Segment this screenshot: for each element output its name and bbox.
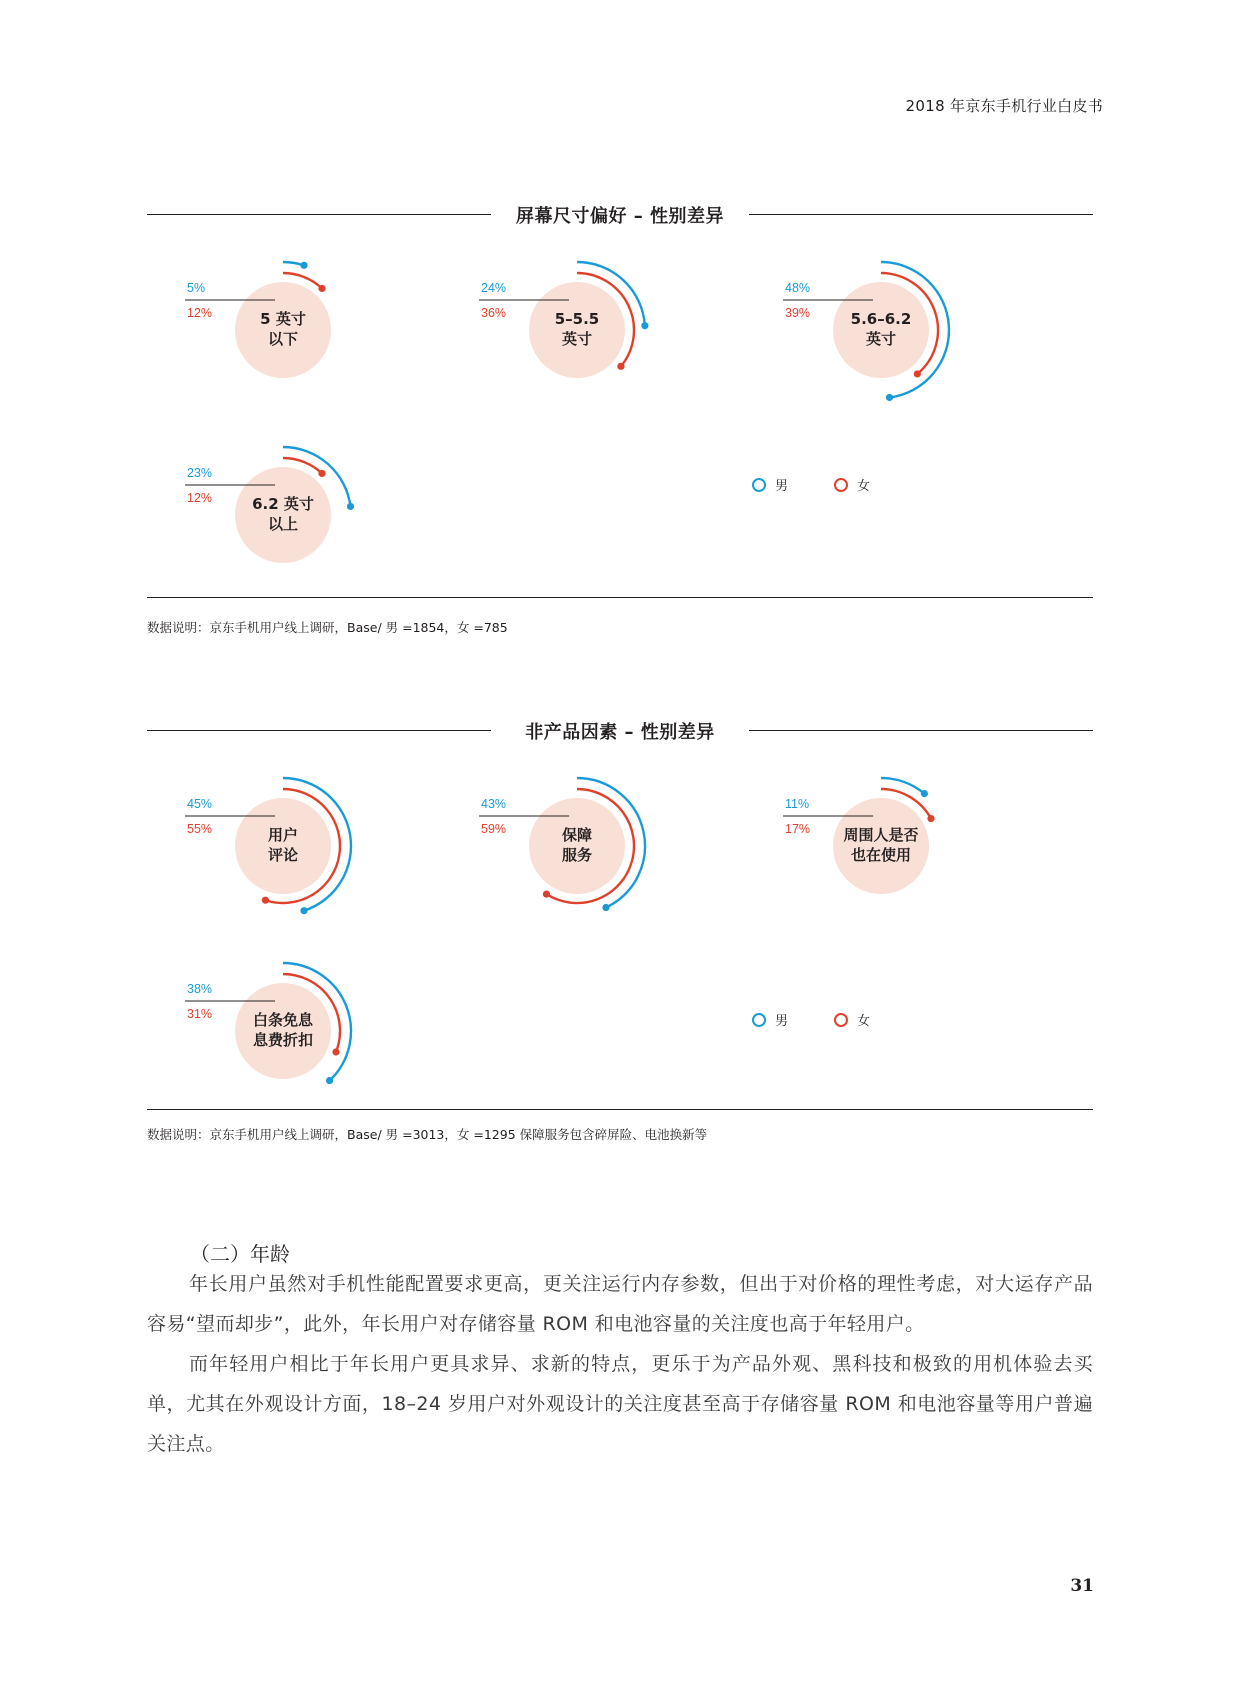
radial-item [185, 778, 351, 914]
male-arc-end-dot [326, 1077, 333, 1084]
chart-legend [753, 1014, 870, 1029]
category-label: 以上 [267, 515, 299, 533]
category-label: 以下 [267, 330, 299, 348]
male-arc-end-dot [886, 394, 893, 401]
radial-item [479, 262, 648, 378]
category-label: 5.6–6.2 [850, 310, 912, 328]
male-value-label: 48% [785, 281, 811, 295]
female-value-label: 36% [481, 306, 507, 320]
male-arc-end-dot [641, 322, 648, 329]
title-rule-right [749, 730, 1093, 731]
section-title-row [147, 202, 1093, 226]
female-arc-end-dot [318, 470, 325, 477]
category-label: 用户 [267, 826, 299, 844]
divider-line [147, 1109, 1093, 1110]
male-value-label: 11% [785, 797, 810, 811]
female-value-label: 17% [785, 822, 811, 836]
section-heading: （二）年龄 [190, 1242, 290, 1266]
divider-line [147, 597, 1093, 598]
category-label: 评论 [267, 846, 299, 864]
male-value-label: 45% [187, 797, 213, 811]
radial-item [479, 778, 645, 911]
legend-male-label: 男 [775, 1014, 789, 1029]
female-value-label: 31% [187, 1007, 213, 1021]
male-value-label: 38% [187, 982, 213, 996]
legend-male-marker [753, 1014, 765, 1026]
category-label: 保障 [561, 826, 593, 844]
category-label: 5–5.5 [554, 310, 600, 328]
male-arc-end-dot [347, 503, 354, 510]
body-paragraph: 而年轻用户相比于年长用户更具求异、求新的特点，更乐于为产品外观、黑科技和极致的用机体验去买单，尤其在外观设计方面，18–24 岁用户对外观设计的关注度甚至高于存储容量 ROM 和电池容量等用户普遍关注点。 [147, 1353, 1093, 1455]
male-value-label: 43% [481, 797, 507, 811]
radial-item [783, 262, 949, 401]
title-rule-left [147, 730, 491, 731]
category-label: 5 英寸 [260, 310, 306, 328]
chart-legend [753, 479, 870, 494]
male-arc-end-dot [921, 790, 928, 797]
category-label: 英寸 [865, 330, 897, 348]
female-value-label: 39% [785, 306, 811, 320]
male-arc-end-dot [602, 904, 609, 911]
male-value-label: 23% [187, 466, 213, 480]
radial-item [185, 963, 351, 1084]
legend-female-label: 女 [857, 479, 871, 494]
page-number: 31 [1070, 1576, 1094, 1596]
female-value-label: 59% [481, 822, 507, 836]
female-value-label: 12% [187, 491, 213, 505]
female-arc-end-dot [914, 370, 921, 377]
legend-female-marker [835, 1014, 847, 1026]
legend-male-label: 男 [775, 479, 789, 494]
radial-chart-non-product [147, 748, 1093, 1118]
category-label: 息费折扣 [252, 1031, 314, 1049]
category-label: 白条免息 [252, 1011, 314, 1029]
radial-chart-screen-size [147, 232, 1093, 592]
category-label: 周围人是否 [843, 826, 919, 844]
female-arc-end-dot [318, 285, 325, 292]
category-label: 服务 [561, 846, 593, 864]
category-label: 英寸 [561, 330, 593, 348]
male-arc-end-dot [300, 907, 307, 914]
male-value-label: 5% [187, 281, 206, 295]
radial-item [185, 447, 354, 563]
female-value-label: 55% [187, 822, 213, 836]
radial-item [185, 262, 331, 378]
chart-title: 非产品因素 – 性别差异 [525, 722, 715, 743]
female-arc-end-dot [543, 891, 550, 898]
female-arc-end-dot [332, 1048, 339, 1055]
category-label: 也在使用 [850, 846, 912, 864]
legend-female-marker [835, 479, 847, 491]
male-value-label: 24% [481, 281, 507, 295]
data-note: 数据说明：京东手机用户线上调研，Base/ 男 =1854，女 =785 [147, 620, 508, 635]
female-arc-end-dot [927, 815, 934, 822]
legend-female-label: 女 [857, 1014, 871, 1029]
female-arc-end-dot [262, 897, 269, 904]
female-arc-end-dot [617, 363, 624, 370]
document-header-title: 2018 年京东手机行业白皮书 [905, 97, 1103, 115]
title-rule-left [147, 214, 491, 215]
female-value-label: 12% [187, 306, 213, 320]
section-title-row [147, 718, 1093, 742]
male-arc-end-dot [300, 262, 307, 269]
title-rule-right [749, 214, 1093, 215]
legend-male-marker [753, 479, 765, 491]
body-paragraph: 年长用户虽然对手机性能配置要求更高，更关注运行内存参数，但出于对价格的理性考虑，对大运存产品容易“望而却步”，此外，年长用户对存储容量 ROM 和电池容量的关注度也高于年轻用户。 [147, 1273, 1093, 1335]
chart-title: 屏幕尺寸偏好 – 性别差异 [515, 206, 725, 227]
radial-item [783, 778, 935, 894]
data-note: 数据说明：京东手机用户线上调研，Base/ 男 =3013，女 =1295 保障服务包含碎屏险、电池换新等 [147, 1127, 708, 1142]
category-label: 6.2 英寸 [252, 495, 314, 513]
male-arc [881, 778, 924, 794]
